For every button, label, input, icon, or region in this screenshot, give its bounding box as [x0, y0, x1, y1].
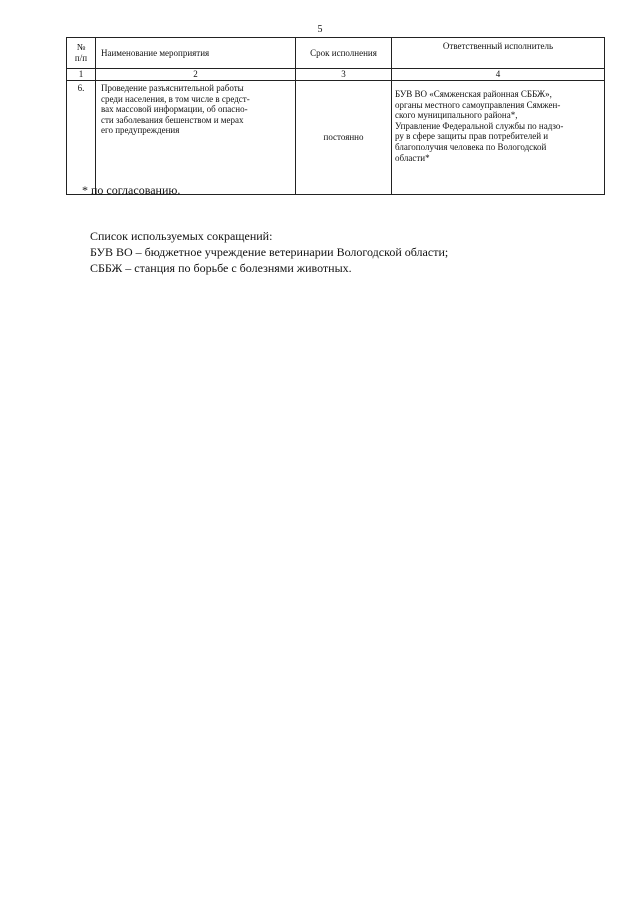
page-number: 5 [317, 24, 323, 35]
responsible-line: ского муниципального района*, [395, 110, 518, 121]
responsible-line: области* [395, 152, 430, 163]
event-line: среди населения, в том числе в средст- [101, 93, 250, 104]
abbreviation-item: БУВ ВО – бюджетное учреждение ветеринарии Вологодской области; [90, 245, 449, 259]
abbreviations-block [90, 228, 448, 276]
abbreviation-item: СББЖ – станция по борьбе с болезнями животных. [90, 261, 352, 275]
column-number: 1 [67, 69, 96, 81]
header-num-abbr: п/п [74, 53, 88, 63]
responsible-line: органы местного самоуправления Сямжен- [395, 99, 561, 110]
footnote: * по согласованию. [82, 183, 181, 197]
header-responsible: Ответственный исполнитель [392, 38, 605, 69]
measures-table [66, 37, 605, 195]
table-header-row [67, 38, 605, 69]
column-number: 4 [392, 69, 605, 81]
row-event [96, 81, 296, 195]
column-number: 3 [296, 69, 392, 81]
event-line: сти заболевания бешенством и мерах [101, 114, 244, 125]
event-line: его предупреждения [101, 125, 180, 136]
row-responsible [392, 81, 605, 195]
column-numbers-row [67, 69, 605, 81]
event-line: вах массовой информации, об опасно- [101, 104, 248, 115]
responsible-line: ру в сфере защиты прав потребителей и [395, 131, 549, 142]
responsible-line: благополучия человека по Вологодской [395, 142, 547, 153]
table-row [67, 81, 605, 195]
responsible-line: Управление Федеральной службы по надзо- [395, 120, 564, 131]
header-event: Наименование мероприятия [96, 38, 296, 69]
column-number: 2 [96, 69, 296, 81]
responsible-line: БУВ ВО «Сямженская районная СББЖ», [395, 89, 552, 99]
header-num [67, 38, 96, 69]
event-line: Проведение разъяснительной работы [101, 83, 244, 93]
header-term: Срок исполнения [296, 38, 392, 69]
header-num-symbol: № [76, 42, 86, 53]
row-num: 6. [67, 81, 96, 195]
abbreviations-title: Список используемых сокращений: [90, 229, 273, 243]
row-term: постоянно [296, 81, 392, 195]
